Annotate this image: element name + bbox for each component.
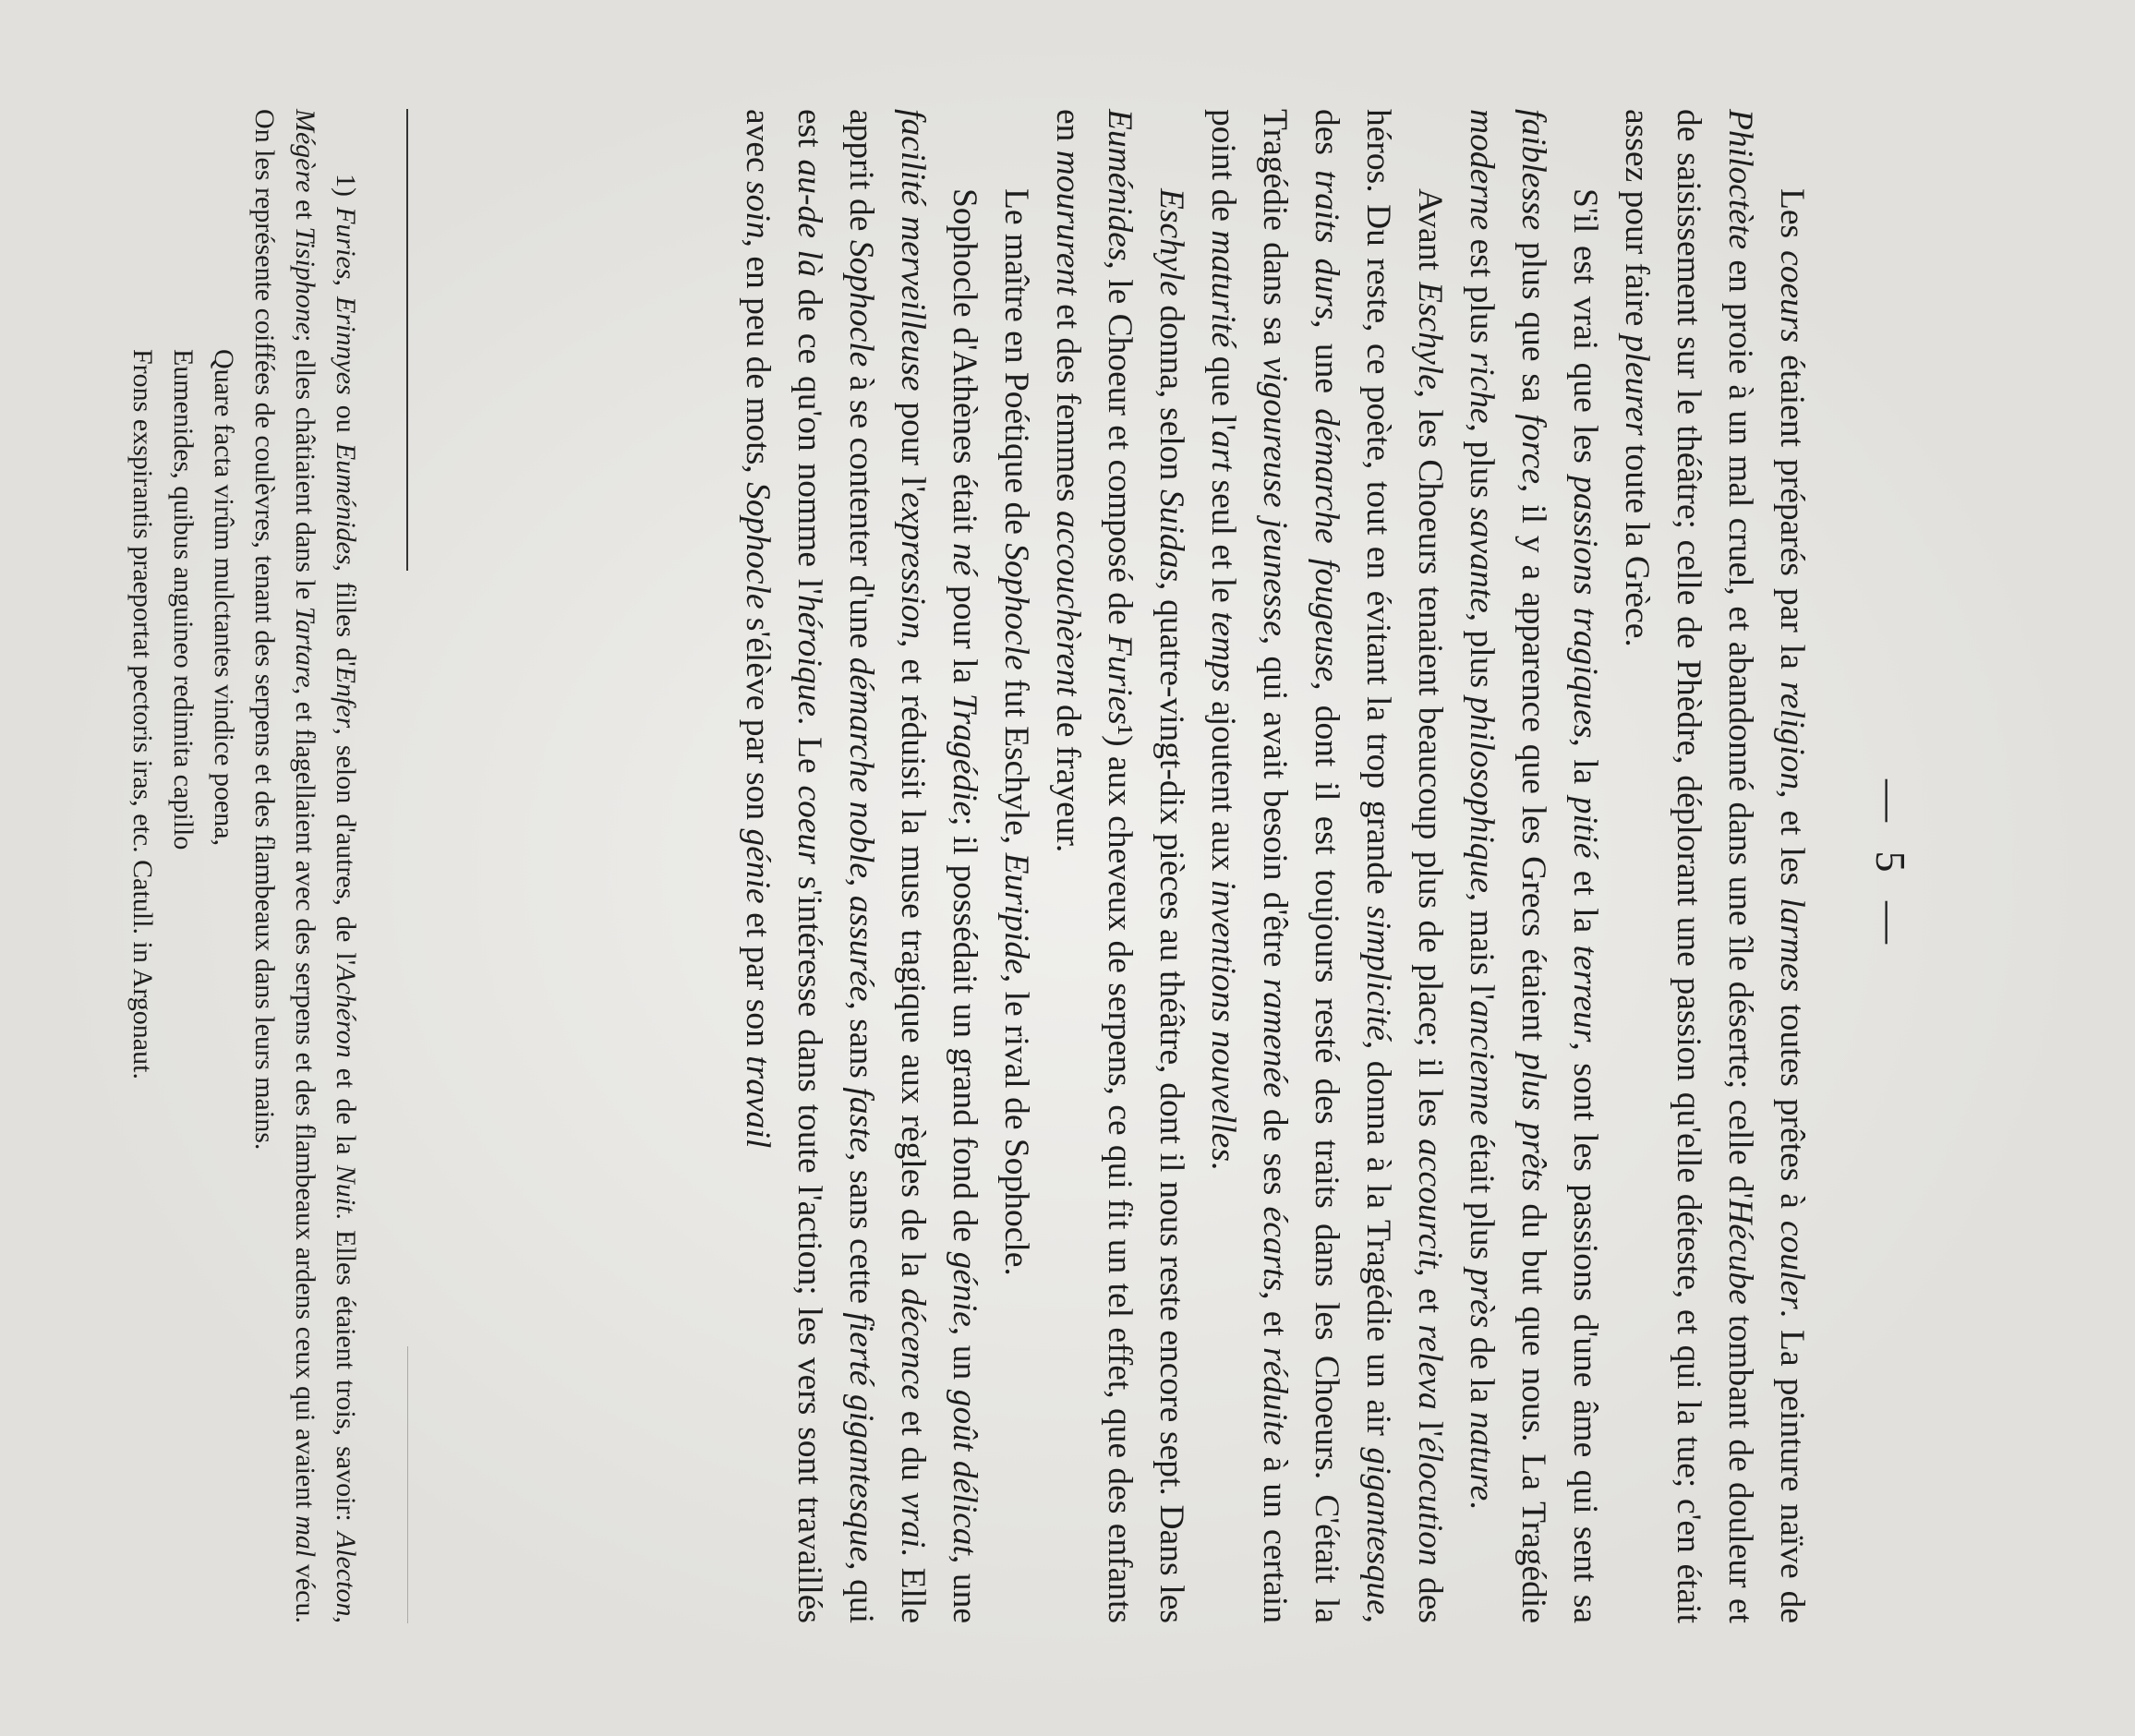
- verse-line-text: Frons exspirantis praeportat pectoris iras, etc.: [127, 349, 158, 853]
- italic-text: couler: [1773, 1220, 1811, 1309]
- italic-text: force: [1514, 414, 1552, 485]
- italic-text: fierté gigantesque: [842, 1312, 880, 1562]
- italic-text: soin: [739, 181, 777, 239]
- italic-text: facilité merveilleuse: [894, 109, 932, 392]
- italic-text: Mégère: [290, 109, 320, 193]
- italic-text: décence: [894, 1288, 932, 1400]
- page-number: — 5 —: [1867, 779, 1914, 953]
- footnote-separator: [406, 109, 408, 571]
- italic-text: Sophocle: [739, 482, 777, 609]
- footnote-separator-faint: [407, 1346, 408, 1623]
- italic-text: élocution: [1411, 1437, 1449, 1566]
- italic-text: inventions nouvelles: [1204, 879, 1242, 1162]
- italic-text: simplicité: [1359, 906, 1397, 1041]
- italic-text: vrai: [894, 1491, 932, 1549]
- italic-text: larmes: [1773, 898, 1811, 993]
- italic-text: près: [1463, 1268, 1501, 1329]
- paragraph: Avant Eschyle, les Choeurs tenaient beaucoup plus de place; il les accourcit, et releva l'élocution des héros. Du reste, ce poète, tout en évitant la trop grande simplicité, donna à la Tragédie un air gigantesque, des traits durs, une démarche fougeuse, dont il est toujours resté des traits dans les Choeurs. C'était la Tragédie dans sa vigoureuse jeunesse, qui avait besoin d'être ramenée de ses écarts, et réduite à un certain point de maturité que l'art seul et le temps ajoutent aux inventions nouvelles.: [1204, 109, 1449, 1623]
- italic-text: philosophique: [1463, 696, 1501, 893]
- italic-text: écarts: [1256, 1206, 1294, 1292]
- italic-text: nature: [1463, 1411, 1501, 1501]
- italic-text: démarche fougeuse: [1308, 408, 1345, 682]
- italic-text: art: [1204, 430, 1242, 472]
- italic-text: Tisiphone: [290, 226, 320, 335]
- italic-text: accouchèrent: [1049, 511, 1087, 696]
- paragraph: Sophocle d'Athènes était né pour la Tragédie; il possédait un grand fond de génie, un goût délicat, une facilité merveilleuse pour l'expression, et réduisit la muse tragique aux règles de la décence et du vrai. Elle apprit de Sophocle à se contenter d'une démarche noble, assurée, sans faste, sans cette fierté gigantesque, qui est au-de là de ce qu'on nomme l'héroique. Le coeur s'intéresse dans toute l'action; les vers sont travaillés avec soin, en peu de mots, Sophocle s'élève par son génie et par son travail: [739, 109, 983, 1623]
- italic-text: coeur: [790, 785, 828, 864]
- italic-text: savante: [1463, 507, 1501, 613]
- italic-text: traits durs: [1308, 170, 1345, 320]
- italic-text: héroique: [790, 595, 828, 717]
- italic-text: Furies: [331, 207, 361, 280]
- italic-text: Tartare: [290, 606, 320, 688]
- italic-text: mal: [290, 1515, 320, 1558]
- verse-line: [122, 349, 163, 1623]
- italic-text: riche: [1463, 352, 1501, 424]
- footnote: [122, 109, 366, 1623]
- italic-text: moururent: [1049, 150, 1087, 295]
- italic-text: Enfer: [331, 666, 361, 729]
- paragraph: Les coeurs étaient préparés par la religion, et les larmes toutes prêtes à couler. La peinture naïve de Philoctète en proie à un mal cruel, et abandonné dans une île déserte; celle d'Hécube tombant de douleur et de saisissement sur le théâtre; celle de Phèdre, déplorant une passion qu'elle déteste, et qui la tue; c'en était assez pour faire pleurer toute la Grèce.: [1618, 109, 1811, 1623]
- italic-text: Euménides: [1101, 109, 1139, 261]
- italic-text: temps: [1204, 611, 1242, 693]
- italic-text: expression: [894, 492, 932, 640]
- italic-text: né: [946, 543, 983, 576]
- italic-text: passions tragiques: [1566, 476, 1604, 739]
- italic-text: Tragédie: [946, 693, 983, 817]
- italic-text: coeurs: [1773, 250, 1811, 344]
- verse-line: Eumenides, quibus anguineo redimita capillo: [168, 349, 199, 850]
- italic-text: moderne: [1463, 109, 1501, 231]
- paragraph: Eschyle donna, selon Suidas, quatre-vingt-dix pièces au théâtre, dont il nous reste encore sept. Dans les Euménides, le Choeur et composé de Furies¹) aux cheveux de serpens, ce qui fit un tel effet, que des enfants en moururent et des femmes accouchèrent de frayeur.: [1049, 109, 1190, 1624]
- footnote-text: 1) Furies, Erinnyes ou Euménides, filles d'Enfer, selon d'autres, de l'Achéron et de la Nuit. Elles étaient trois, savoir: Alecton, Mégère et Tisiphone; elles châtiaient dans le Tartare, et flagellaient avec des serpens et des flambeaux ardens ceux qui avaient mal vécu. On les représente coiffées de coulèvres, tenant des serpens et des flambeaux dans leurs mains.: [249, 109, 361, 1624]
- italic-text: Sophocle: [842, 239, 880, 368]
- italic-text: Sophocle: [997, 543, 1035, 670]
- latin-verse: [122, 349, 244, 1623]
- italic-text: ancienne: [1463, 1000, 1501, 1126]
- italic-text: maturité: [1204, 230, 1242, 348]
- italic-text: terreur: [1566, 945, 1604, 1043]
- italic-text: génie: [739, 828, 777, 904]
- italic-text: faste: [842, 1087, 880, 1153]
- italic-text: accourcit: [1411, 1139, 1449, 1269]
- italic-text: religion: [1773, 681, 1811, 790]
- italic-text: goût délicat: [946, 1389, 983, 1555]
- italic-text: pleurer: [1618, 334, 1656, 436]
- citation: Catull. in Argonaut.: [127, 860, 158, 1079]
- italic-text: releva: [1411, 1324, 1449, 1410]
- italic-text: pitié: [1566, 796, 1604, 859]
- paragraph: S'il est vrai que les passions tragiques, la pitié et la terreur, sont les passions d'une âme qui sent sa faiblesse plus que sa force, il y a apparence que les Grecs étaient plus prêts du but que nous. La Tragédie moderne est plus riche, plus savante, plus philosophique, mais l'ancienne était plus près de la nature.: [1463, 109, 1604, 1623]
- italic-text: réduite: [1256, 1347, 1294, 1446]
- italic-text: Erinnyes: [331, 296, 361, 395]
- italic-text: Furies: [1101, 633, 1139, 725]
- italic-text: Alecton: [331, 1531, 361, 1617]
- italic-text: vigoureuse jeunesse: [1256, 356, 1294, 636]
- italic-text: travail: [739, 1055, 777, 1149]
- page-content: [0, 109, 1936, 1623]
- italic-text: ramenée: [1256, 978, 1294, 1098]
- italic-text: Achéron: [331, 965, 361, 1058]
- italic-text: Euripide: [997, 852, 1035, 974]
- italic-text: Eschyle: [1411, 282, 1449, 390]
- main-text: [731, 109, 1817, 1623]
- italic-text: Suidas: [1152, 489, 1190, 583]
- italic-text: au-de là: [790, 159, 828, 277]
- italic-text: génie: [946, 1251, 983, 1327]
- italic-text: faiblesse: [1514, 109, 1552, 231]
- italic-text: Philoctète: [1721, 109, 1759, 250]
- italic-text: Eschyle: [1152, 188, 1190, 296]
- italic-text: assurée: [842, 895, 880, 1002]
- paragraph: Le maître en Poétique de Sophocle fut Eschyle, Euripide, le rival de Sophocle.: [997, 188, 1035, 1276]
- italic-text: Euménides: [331, 442, 361, 565]
- verse-line: Quare facta virûm mulctantes vindice poena,: [209, 349, 239, 847]
- italic-text: Nuit: [331, 1164, 361, 1213]
- italic-text: gigantesque: [1359, 1447, 1397, 1615]
- italic-text: démarche noble: [842, 657, 880, 879]
- italic-text: Hécube: [1721, 1199, 1759, 1305]
- italic-text: plus prêts: [1514, 1053, 1552, 1192]
